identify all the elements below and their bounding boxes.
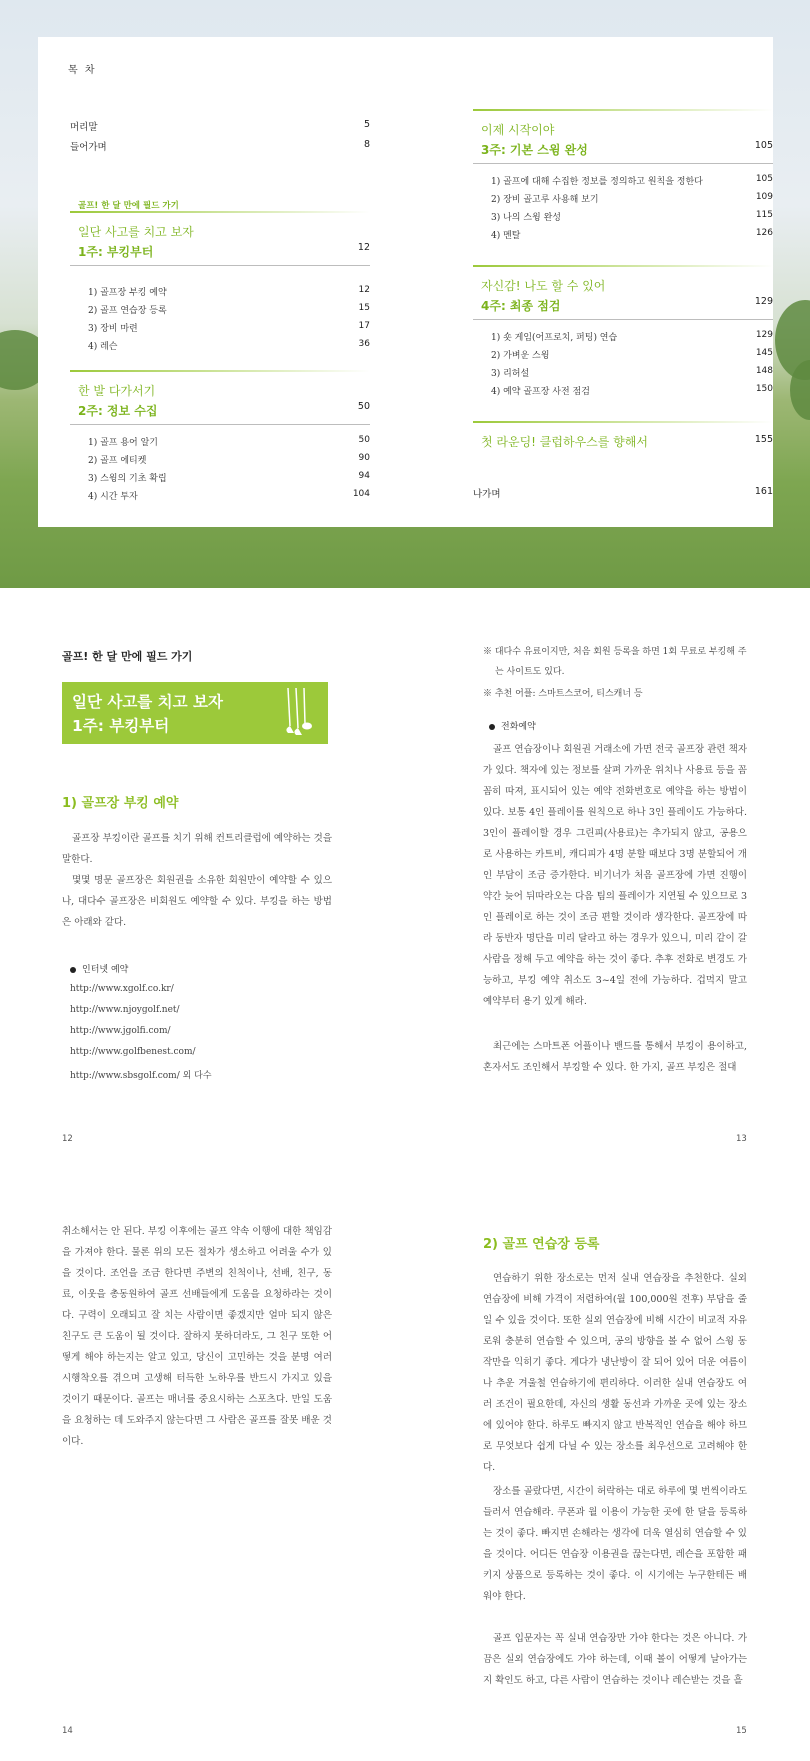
- sub-entry-label: 1) 골프에 대해 수집한 정보를 정의하고 원칙을 정한다: [491, 177, 703, 187]
- chapter-title-line2: 1주: 부킹부터: [78, 245, 154, 259]
- book-page-13: [405, 588, 810, 1172]
- sub-entry-label: 3) 나의 스윙 완성: [491, 213, 561, 223]
- sub-entry-page: 148: [755, 366, 773, 376]
- chapter-divider: [473, 163, 773, 164]
- body-paragraph: 연습하기 위한 장소로는 먼저 실내 연습장을 추천한다. 실외 연습장에 비해 가격이 저렴하여(월 100,000원 전후) 부담을 줄일 수 있을 것이다. 또한 실외 연습장에 비해 시간이 비교적 자유로워 충분히 연습할 수 있으며, 공의 방향을 볼 수 없어 스윙 동작만을 익히기 좋다. 게다가 냉난방이 잘 되어 있어 더운 여름이나 추운 겨울철 연습하기에 편리하다. 이러한 실내 연습장도 여러 조건이 필요한데, 자신의 생활 동선과 가까운 곳에 있는 장소에 있어야 한다. 하루도 빠지지 않고 반복적인 연습을 해야 하므로 무엇보다 쉽게 다닐 수 있는 장소를 최우선으로 고려해야 한다.: [483, 1273, 747, 1473]
- bullet-dot-icon: [489, 724, 495, 730]
- sub-entry-label: 3) 장비 마련: [88, 324, 138, 334]
- chapter-accent-bar: [473, 109, 773, 111]
- chapter-title-line2: 1주: 부킹부터: [72, 717, 170, 735]
- toc-sub-entry[interactable]: [473, 366, 773, 379]
- sub-entry-label: 2) 골프 연습장 등록: [88, 306, 167, 316]
- toc-entry-page: 5: [363, 119, 370, 130]
- toc-entry-label: 들어가며: [70, 142, 107, 153]
- toc-sub-entry[interactable]: [70, 321, 370, 334]
- toc-sub-entry[interactable]: [473, 192, 773, 205]
- toc-sub-entry[interactable]: [70, 435, 370, 448]
- part-label: 골프! 한 달 만에 필드 가기: [62, 650, 193, 663]
- body-paragraph: 골프장 부킹이란 골프를 치기 위해 컨트리클럽에 예약하는 것을 말한다.: [62, 833, 332, 865]
- bullet-text: 전화예약: [501, 722, 536, 732]
- chapter-title-line1: 한 발 다가서기: [78, 384, 156, 398]
- chapter-title: 첫 라운딩! 클럽하우스를 향해서: [481, 435, 648, 449]
- chapter-accent-bar: [70, 211, 370, 213]
- chapter-page: 155: [754, 434, 773, 445]
- toc-entry-label: 머리말: [70, 122, 98, 133]
- toc-sub-entry[interactable]: [70, 303, 370, 316]
- chapter-title-line1: 일단 사고를 치고 보자: [72, 693, 223, 711]
- toc-entry[interactable]: [70, 139, 370, 153]
- toc-entry[interactable]: [70, 119, 370, 133]
- chapter-page: 105: [754, 140, 773, 151]
- website-link[interactable]: http://www.njoygolf.net/: [70, 1005, 180, 1015]
- toc-part-label: 골프! 한 달 만에 필드 가기: [78, 201, 179, 211]
- book-page-14: [0, 1173, 405, 1757]
- body-paragraph: 골프 연습장이나 회원권 거래소에 가면 전국 골프장 관련 책자가 있다. 책자에 있는 정보를 살펴 가까운 위치나 사용료 등을 꼼꼼히 따져, 표시되어 있는 예약 전화번호로 예약을 하는 방법이 있다. 보통 4인 플레이를 원칙으로 하나 3인 플레이도 가능하다. 3인이 플레이할 경우 그린피(사용료)는 추가되지 않고, 공용으로 사용하는 카트비, 캐디피가 4명 분할 때보다 3명 분할되어 개인 부담이 조금 증가한다. 비기너가 처음 골프장에 가면 진행이 약간 늦어 뒤따라오는 다음 팀의 플레이가 지연될 수 있으므로 3인 플레이로 하는 것이 조금 편할 것이라 생각한다. 골프장에 따라 동반자 명단을 미리 달라고 하는 경우가 있으니, 미리 같이 갈 사람을 정해 두고 예약을 하는 것이 좋다. 추후 전화로 변경도 가능하고, 부킹 예약 취소도 3~4일 전에 가능하다. 겁먹지 말고 예약부터 용기 있게 해라.: [483, 744, 747, 1007]
- note-text: ※ 대다수 유료이지만, 처음 회원 등록을 하면 1회 무료로 부킹해 주는 사이트도 있다.: [483, 647, 747, 677]
- sub-entry-page: 50: [358, 435, 370, 445]
- sub-entry-page: 104: [352, 489, 370, 499]
- body-paragraph: 몇몇 명문 골프장은 회원권을 소유한 회원만이 예약할 수 있으나, 대다수 골프장은 비회원도 예약할 수 있다. 부킹을 하는 방법은 아래와 같다.: [62, 875, 332, 928]
- toc-sub-entry[interactable]: [70, 471, 370, 484]
- toc-sub-entry[interactable]: [473, 348, 773, 361]
- sub-entry-page: 15: [358, 303, 370, 313]
- website-link[interactable]: http://www.xgolf.co.kr/: [70, 984, 174, 994]
- toc-entry[interactable]: [473, 486, 773, 500]
- website-link[interactable]: http://www.sbsgolf.com/ 외 다수: [70, 1071, 212, 1081]
- toc-sub-entry[interactable]: [473, 228, 773, 241]
- sub-entry-page: 150: [755, 384, 773, 394]
- chapter-divider: [70, 424, 370, 425]
- toc-chapter-3[interactable]: [473, 121, 773, 158]
- sub-entry-label: 3) 리허설: [491, 369, 530, 379]
- bullet-dot-icon: [70, 967, 76, 973]
- page-number: 13: [736, 1134, 747, 1144]
- toc-chapter-1[interactable]: [70, 223, 370, 260]
- page-number: 15: [736, 1726, 747, 1736]
- section-heading: 1) 골프장 부킹 예약: [62, 796, 179, 811]
- toc-spread: [0, 0, 810, 588]
- toc-sub-entry[interactable]: [473, 330, 773, 343]
- toc-sub-entry[interactable]: [473, 210, 773, 223]
- sub-entry-page: 109: [755, 192, 773, 202]
- toc-sub-entry[interactable]: [473, 384, 773, 397]
- sub-entry-page: 17: [358, 321, 370, 331]
- chapter-accent-bar: [70, 370, 370, 372]
- sub-entry-label: 1) 골프 용어 알기: [88, 438, 158, 448]
- sub-entry-label: 4) 예약 골프장 사전 점검: [491, 387, 590, 397]
- bullet-item: [489, 719, 536, 732]
- toc-heading: 목 차: [68, 65, 97, 76]
- chapter-accent-bar: [473, 421, 773, 423]
- sub-entry-label: 2) 골프 에티켓: [88, 456, 147, 466]
- body-paragraph: 장소를 골랐다면, 시간이 허락하는 대로 하루에 몇 번씩이라도 들러서 연습해라. 쿠폰과 월 이용이 가능한 곳에 한 달을 등록하는 것이 좋다. 빠지면 손해라는 생각에 더욱 열심히 연습할 수 있을 것이다. 어디든 연습장 이용권을 끊는다면, 레슨을 포함한 패키지 상품으로 등록하는 것이 좋다. 이 시기에는 누구한테든 배워야 한다.: [483, 1486, 747, 1602]
- chapter-page: 129: [754, 296, 773, 307]
- toc-chapter-5[interactable]: [473, 433, 773, 450]
- website-link[interactable]: http://www.golfbenest.com/: [70, 1047, 196, 1057]
- chapter-page: 50: [357, 401, 370, 412]
- book-page-12: [0, 588, 405, 1172]
- sub-entry-label: 4) 멘탈: [491, 231, 521, 241]
- chapter-accent-bar: [473, 265, 773, 267]
- page-number: 12: [62, 1134, 73, 1144]
- body-paragraph: 최근에는 스마트폰 어플이나 밴드를 통해서 부킹이 용이하고, 혼자서도 조인해서 부킹할 수 있다. 한 가지, 골프 부킹은 절대: [483, 1041, 747, 1073]
- sub-entry-label: 1) 숏 게임(어프로치, 퍼팅) 연습: [491, 333, 618, 343]
- sub-entry-page: 90: [358, 453, 370, 463]
- toc-chapter-2[interactable]: [70, 382, 370, 419]
- chapter-title-line2: 3주: 기본 스윙 완성: [481, 143, 588, 157]
- toc-entry-page: 161: [754, 486, 773, 497]
- sub-entry-label: 4) 레슨: [88, 342, 118, 352]
- chapter-title-line1: 자신감! 나도 할 수 있어: [481, 279, 606, 293]
- toc-entry-label: 나가며: [473, 489, 501, 500]
- toc-sub-entry[interactable]: [70, 489, 370, 502]
- sub-entry-label: 2) 가벼운 스윙: [491, 351, 550, 361]
- bullet-text: 인터넷 예약: [82, 965, 129, 975]
- chapter-title-box: [62, 682, 328, 744]
- sub-entry-page: 12: [358, 285, 370, 295]
- bullet-item: [70, 962, 128, 975]
- chapter-title-line2: 4주: 최종 점검: [481, 299, 561, 313]
- note-text: ※ 추천 어플: 스마트스코어, 티스캐너 등: [483, 689, 643, 699]
- body-paragraph: 취소해서는 안 된다. 부킹 이후에는 골프 약속 이행에 대한 책임감을 가져야 한다. 물론 위의 모든 절차가 생소하고 어려울 수가 있을 것이다. 조언을 조금 한다면 주변의 친척이나, 선배, 친구, 동료, 이웃을 총동원하여 골프 선배들에게 도움을 요청하라는 것이다. 구력이 오래되고 잘 치는 사람이면 좋겠지만 얼마 되지 않은 친구도 큰 도움이 될 것이다. 잘하지 못하더라도, 그 친구 또한 어떻게 해야 하는지는 알고 있고, 당신이 고민하는 것을 분명 여러 시행착오를 겪으며 고생해 터득한 노하우를 반드시 가지고 있을 것이기 때문이다. 골프는 매너를 중요시하는 스포츠다. 만일 도움을 요청하는 데 도와주지 않는다면 그 사람은 골프를 잘못 배운 것이다.: [62, 1226, 332, 1447]
- sub-entry-page: 145: [755, 348, 773, 358]
- toc-sub-entry[interactable]: [70, 285, 370, 298]
- toc-sub-entry[interactable]: [473, 174, 773, 187]
- sub-entry-page: 115: [755, 210, 773, 220]
- section-heading: 2) 골프 연습장 등록: [483, 1237, 600, 1252]
- chapter-page: 12: [357, 242, 370, 253]
- golf-club-icon: [280, 686, 314, 738]
- page-number: 14: [62, 1726, 73, 1736]
- sub-entry-label: 3) 스윙의 기초 확립: [88, 474, 167, 484]
- sub-entry-label: 4) 시간 투자: [88, 492, 138, 502]
- sub-entry-page: 36: [358, 339, 370, 349]
- sub-entry-page: 105: [755, 174, 773, 184]
- sub-entry-page: 129: [755, 330, 773, 340]
- chapter-title-line2: 2주: 정보 수집: [78, 404, 158, 418]
- toc-entry-page: 8: [363, 139, 370, 150]
- sub-entry-page: 126: [755, 228, 773, 238]
- chapter-divider: [473, 319, 773, 320]
- chapter-title-line1: 일단 사고를 치고 보자: [78, 225, 194, 239]
- body-paragraph: 골프 입문자는 꼭 실내 연습장만 가야 한다는 것은 아니다. 가끔은 실외 연습장에도 가야 하는데, 이때 볼이 어떻게 날아가는지 확인도 하고, 다른 사람이 연습하는 것이나 레슨받는 것을 흘: [483, 1633, 747, 1686]
- toc-card: [38, 37, 773, 527]
- sub-entry-label: 1) 골프장 부킹 예약: [88, 288, 167, 298]
- chapter-title-line1: 이제 시작이야: [481, 123, 555, 137]
- website-link[interactable]: http://www.jgolfi.com/: [70, 1026, 171, 1036]
- sub-entry-label: 2) 장비 골고루 사용해 보기: [491, 195, 599, 205]
- toc-sub-entry[interactable]: [70, 339, 370, 352]
- chapter-divider: [70, 265, 370, 266]
- sub-entry-page: 94: [358, 471, 370, 481]
- book-page-15: [405, 1173, 810, 1757]
- toc-sub-entry[interactable]: [70, 453, 370, 466]
- toc-chapter-4[interactable]: [473, 277, 773, 314]
